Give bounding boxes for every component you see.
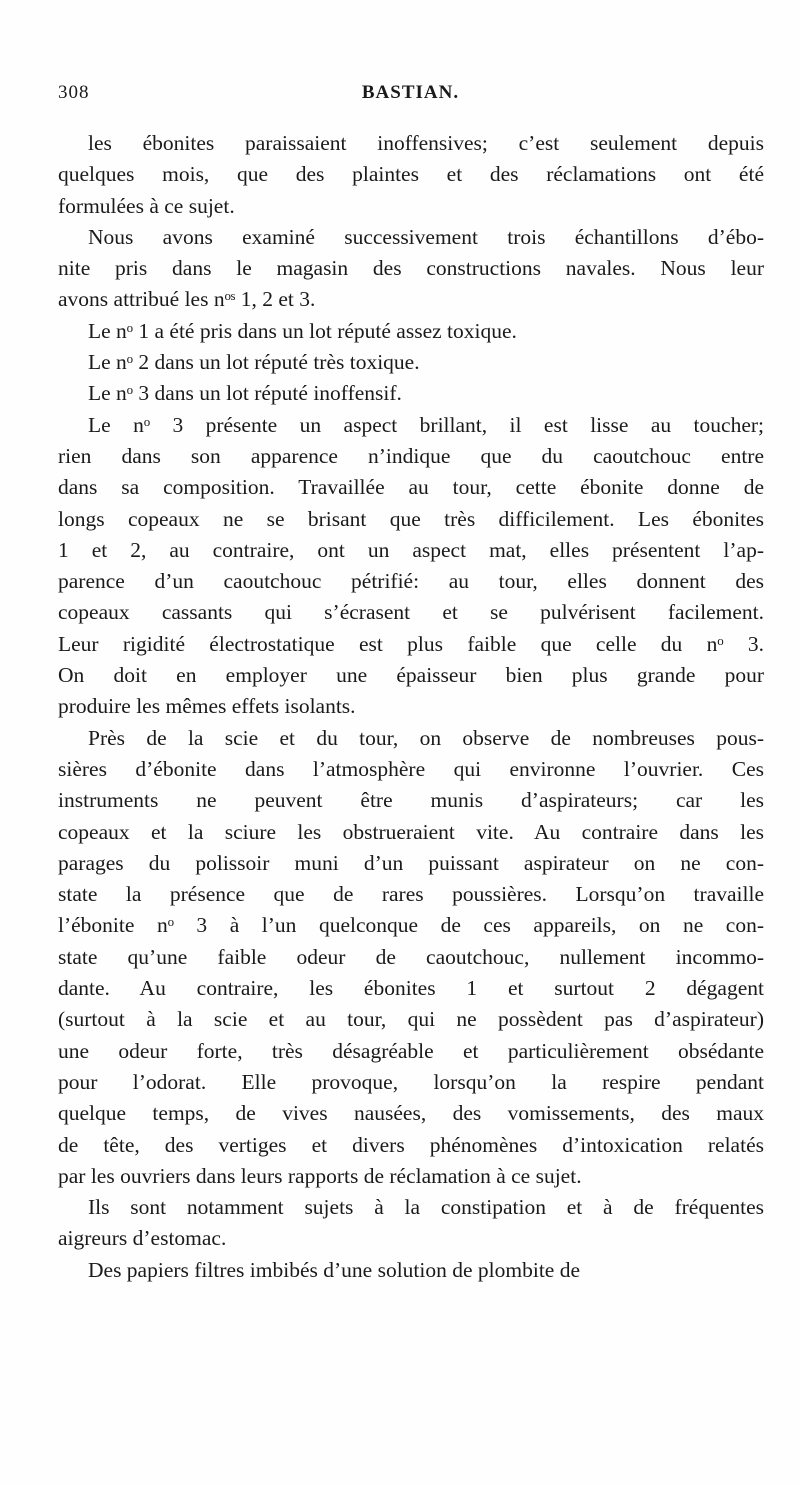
- running-head: BASTIAN.: [361, 82, 460, 103]
- text-line: dans sa composition. Travaillée au tour, cette ébonite donne de: [58, 475, 764, 500]
- text-line: produire les mêmes effets isolants.: [58, 694, 356, 719]
- paragraph: [58, 1192, 764, 1255]
- paragraph: [58, 410, 764, 723]
- text-line: Des papiers filtres imbibés d’une solution de plombite de: [88, 1257, 581, 1282]
- paragraph: [58, 347, 764, 378]
- text-line: 1 et 2, au contraire, ont un aspect mat, elles présentent l’ap-: [58, 537, 764, 562]
- page-header: [58, 82, 763, 112]
- text-line: Nous avons examiné successivement trois échantillons d’ébo-: [88, 224, 764, 249]
- text-line: parence d’un caoutchouc pétrifié: au tour, elles donnent des: [58, 569, 764, 594]
- text-line: l’ébonite nᵒ 3 à l’un quelconque de ces appareils, on ne con-: [58, 913, 764, 938]
- text-line: une odeur forte, très désagréable et particulièrement obsédante: [58, 1038, 764, 1063]
- text-line: quelques mois, que des plaintes et des réclamations ont été: [58, 162, 764, 187]
- paragraph: [58, 1255, 764, 1286]
- text-line: longs copeaux ne se brisant que très difficilement. Les ébonites: [58, 506, 764, 531]
- text-line: nite pris dans le magasin des constructions navales. Nous leur: [58, 256, 764, 281]
- text-line: instruments ne peuvent être munis d’aspirateurs; car les: [58, 788, 764, 813]
- text-line: Ils sont notamment sujets à la constipation et à de fréquentes: [88, 1195, 764, 1220]
- paragraph: [58, 222, 764, 316]
- paragraph: [58, 316, 764, 347]
- text-line: Le nᵒ 2 dans un lot réputé très toxique.: [88, 350, 420, 375]
- text-line: de tête, des vertiges et divers phénomènes d’intoxication relatés: [58, 1132, 764, 1157]
- text-line: les ébonites paraissaient inoffensives; c’est seulement depuis: [88, 131, 764, 155]
- text-line: copeaux et la sciure les obstrueraient vite. Au contraire dans les: [58, 819, 764, 844]
- text-line: quelque temps, de vives nausées, des vomissements, des maux: [58, 1101, 764, 1126]
- text-line: aigreurs d’estomac.: [58, 1226, 227, 1251]
- body-text: [58, 128, 764, 1286]
- text-line: parages du polissoir muni d’un puissant aspirateur on ne con-: [58, 850, 764, 875]
- text-line: rien dans son apparence n’indique que du caoutchouc entre: [58, 443, 764, 468]
- text-line: copeaux cassants qui s’écrasent et se pulvérisent facilement.: [58, 600, 764, 625]
- text-line: avons attribué les nᵒˢ 1, 2 et 3.: [58, 287, 316, 312]
- text-line: formulées à ce sujet.: [58, 193, 235, 218]
- text-line: Le nᵒ 1 a été pris dans un lot réputé assez toxique.: [88, 318, 517, 343]
- text-line: dante. Au contraire, les ébonites 1 et surtout 2 dégagent: [58, 976, 764, 1001]
- paragraph: [58, 723, 764, 1192]
- text-line: Leur rigidité électrostatique est plus faible que celle du nᵒ 3.: [58, 631, 764, 656]
- paragraph: [58, 378, 764, 409]
- text-line: state qu’une faible odeur de caoutchouc, nullement incommo-: [58, 944, 764, 969]
- text-line: pour l’odorat. Elle provoque, lorsqu’on la respire pendant: [58, 1069, 764, 1094]
- text-line: On doit en employer une épaisseur bien plus grande pour: [58, 663, 764, 688]
- text-line: par les ouvriers dans leurs rapports de réclamation à ce sujet.: [58, 1163, 582, 1188]
- text-line: Le nᵒ 3 présente un aspect brillant, il est lisse au toucher;: [88, 412, 764, 437]
- text-line: Près de la scie et du tour, on observe de nombreuses pous-: [88, 725, 764, 750]
- text-line: state la présence que de rares poussières. Lorsqu’on travaille: [58, 882, 764, 907]
- text-line: Le nᵒ 3 dans un lot réputé inoffensif.: [88, 381, 402, 406]
- text-line: (surtout à la scie et au tour, qui ne possèdent pas d’aspirateur): [58, 1007, 764, 1032]
- paragraph: [58, 128, 764, 222]
- page-number: 308: [58, 82, 90, 103]
- text-line: sières d’ébonite dans l’atmosphère qui environne l’ouvrier. Ces: [58, 756, 764, 781]
